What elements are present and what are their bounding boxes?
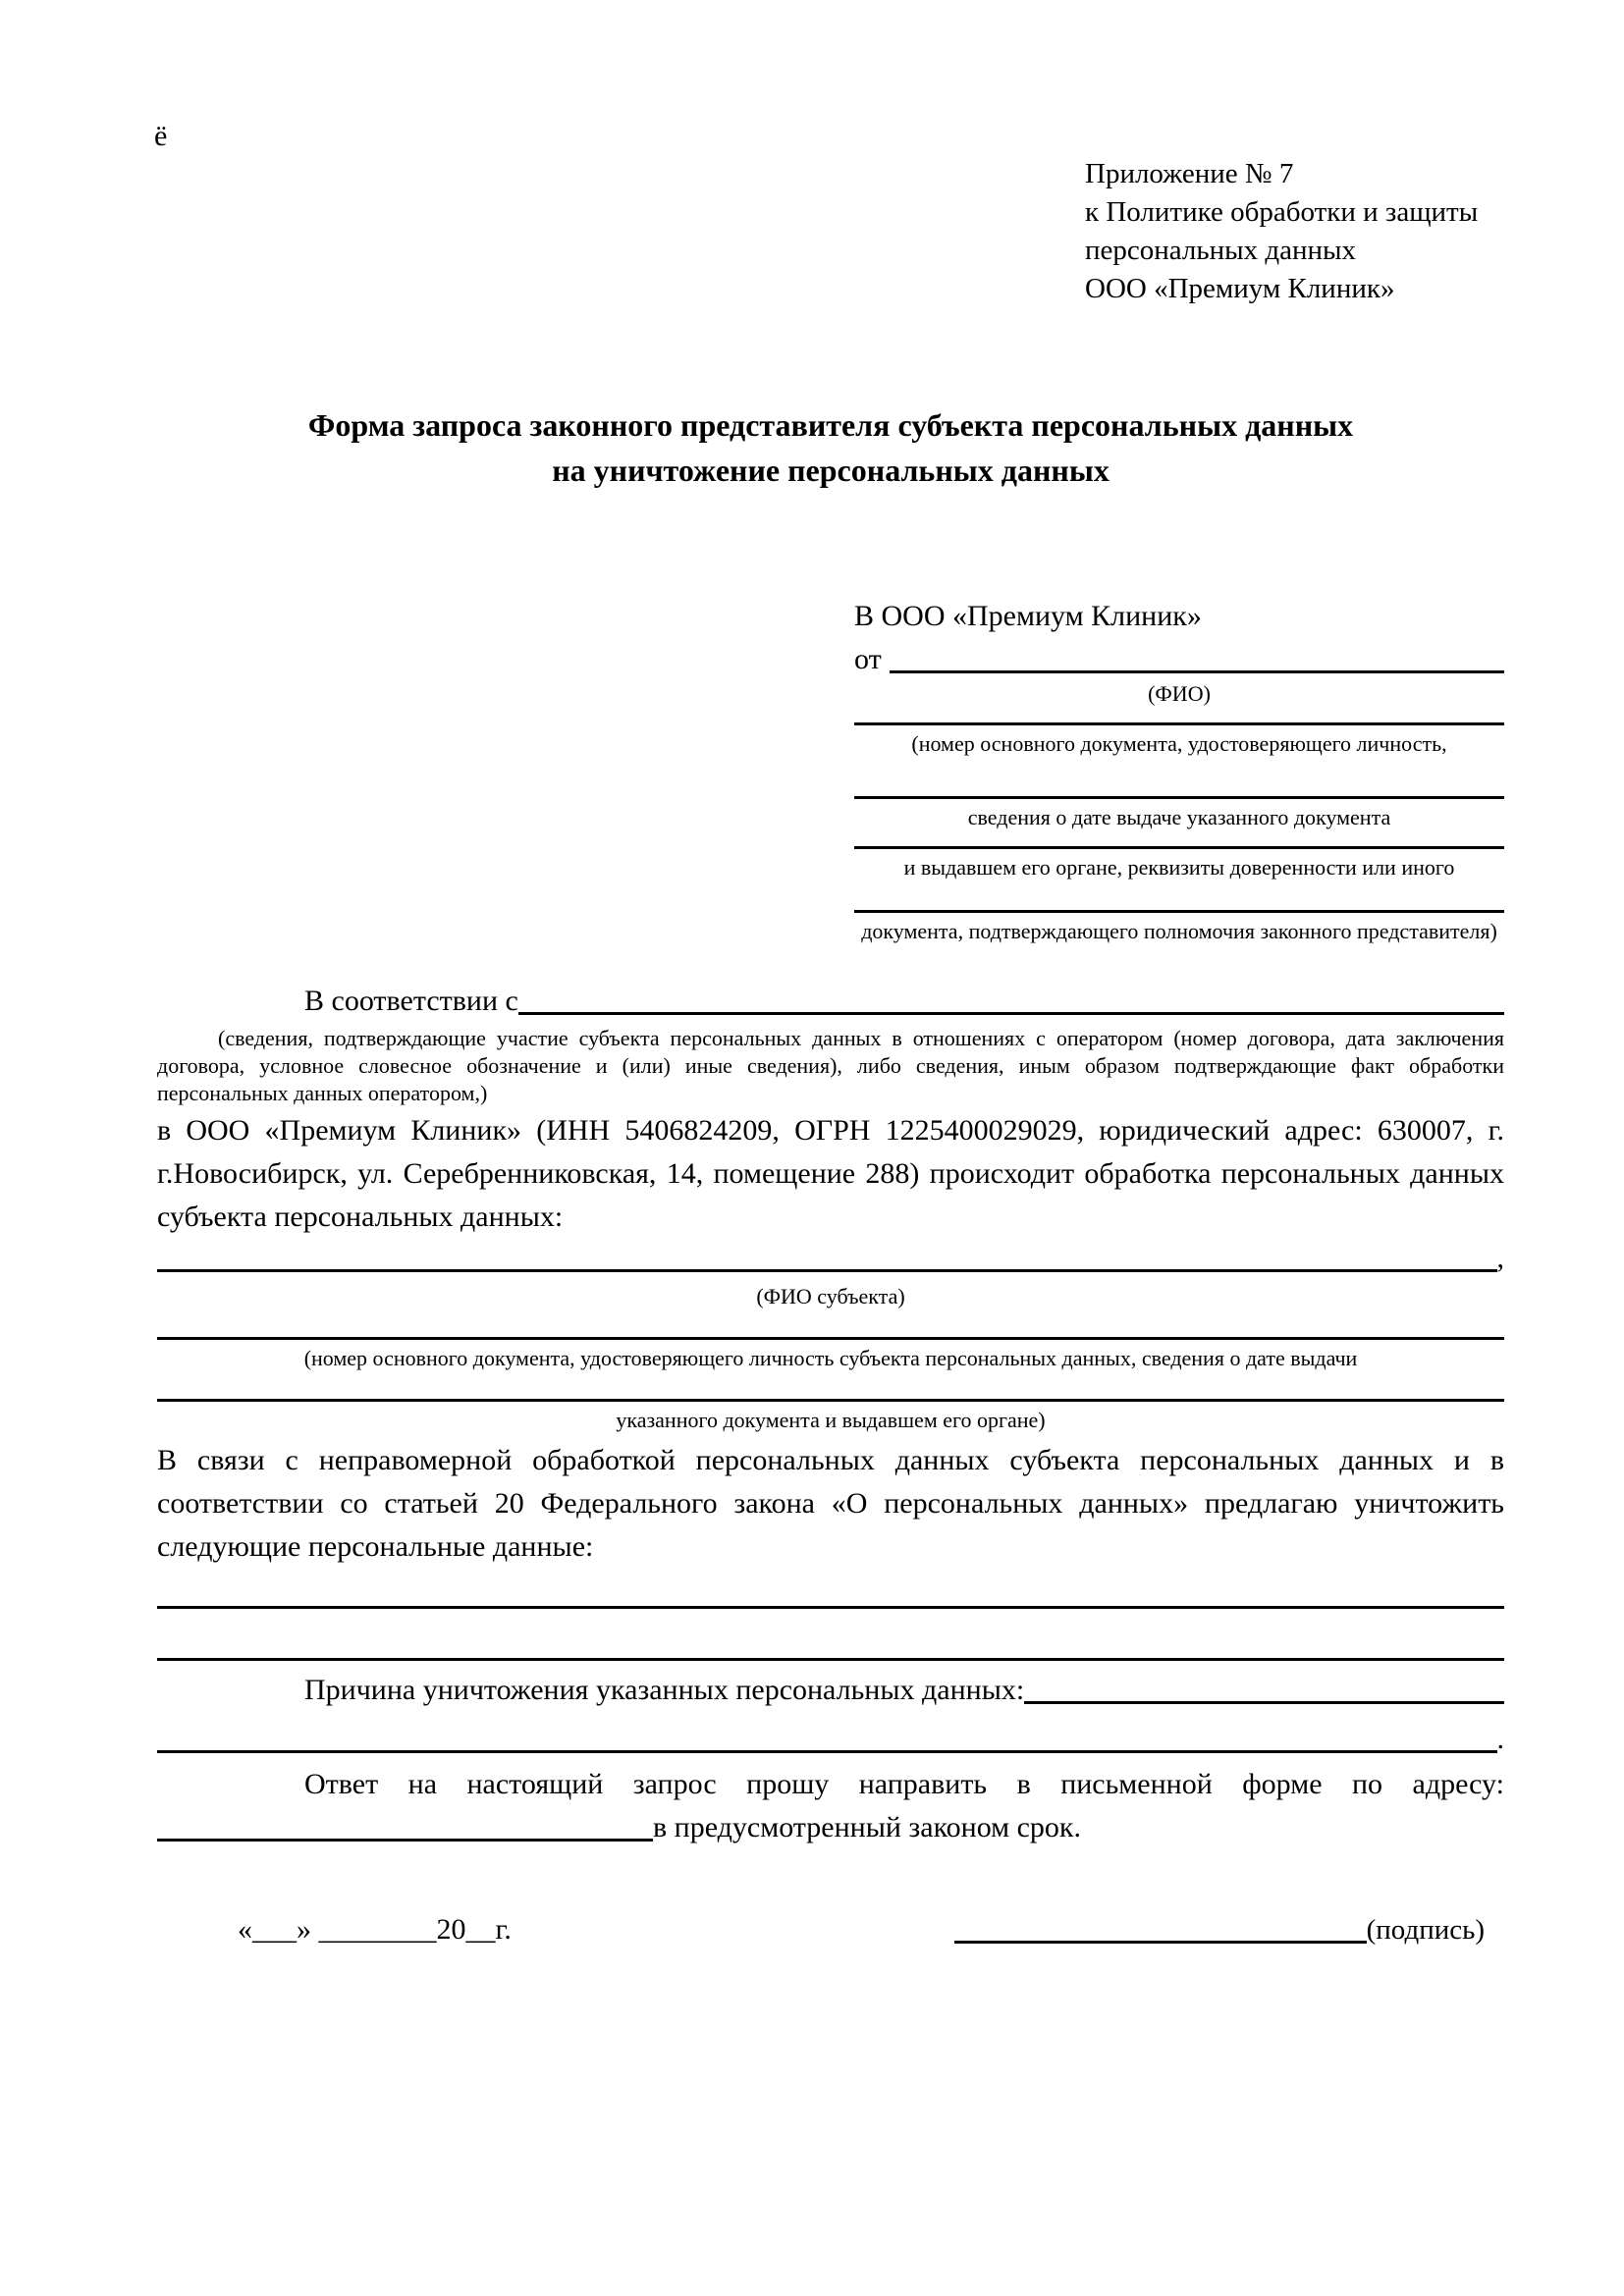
representative-doc-field-3 (854, 846, 1504, 881)
accordance-label: В соответствии с (304, 985, 518, 1017)
answer-suffix: в предусмотренный законом срок. (653, 1811, 1081, 1843)
appendix-line: Приложение № 7 (1085, 158, 1294, 189)
appendix-line: к Политике обработки и защиты (1085, 196, 1479, 228)
unlawful-paragraph: В связи с неправомерной обработкой персональных данных субъекта персональных данных и в соответствии со статьей 20 Федерального закона «О персональных данных» предлагаю уничтожить следующие персональные данные: (157, 1444, 1504, 1563)
reason-blank-line (1024, 1701, 1504, 1704)
addressee-block (854, 595, 1504, 944)
reason-end-row (157, 1720, 1504, 1759)
subject-doc-blank-line-1 (157, 1337, 1504, 1340)
accordance-caption: (сведения, подтверждающие участие субъекта персональных данных в отношениях с оператором (номер договора, дата заключения договора, условное словесное обозначение и (или) иные сведения), либо сведения, иным образом подтверждающие факт обработки персональных данных оператором,) (157, 1026, 1504, 1105)
reason-line-suffix: . (1496, 1723, 1504, 1755)
address-blank-line (157, 1839, 653, 1842)
blank-field-line (854, 846, 1504, 849)
appendix-line: ООО «Премиум Клиник» (1085, 273, 1395, 304)
field-caption-4: документа, подтверждающего полномочия законного представителя) (861, 919, 1497, 943)
blank-field-line (854, 722, 1504, 725)
reason-blank-line-2 (157, 1750, 1497, 1753)
date-blank: «___» ________20__г. (238, 1913, 512, 1946)
representative-doc-field-4 (854, 910, 1504, 944)
field-caption-2: сведения о дате выдаче указанного документа (967, 805, 1391, 829)
answer-row (157, 1806, 1504, 1849)
subject-doc-blank-line-2 (157, 1399, 1504, 1402)
blank-field-line (854, 910, 1504, 913)
reason-label: Причина уничтожения указанных персональных данных: (304, 1674, 1025, 1706)
from-label: от (854, 643, 882, 675)
representative-doc-field-2 (854, 796, 1504, 830)
subject-fio-row (157, 1239, 1504, 1278)
data-blank-line-2 (157, 1658, 1504, 1661)
blank-field-line (854, 796, 1504, 799)
appendix-block (1085, 155, 1504, 308)
subject-doc-caption-2: указанного документа и выдавшем его органе) (616, 1408, 1046, 1432)
accordance-blank-line (518, 1012, 1504, 1015)
signature-group (954, 1908, 1485, 1951)
subject-line-suffix: , (1496, 1242, 1504, 1274)
title-line-1: Форма запроса законного представителя субъекта персональных данных (307, 407, 1354, 443)
appendix-line: персональных данных (1085, 235, 1357, 266)
stray-char: ё (154, 120, 168, 152)
document-title (157, 402, 1504, 493)
subject-doc-caption-1: (номер основного документа, удостоверяющего личность субъекта персональных данных, сведения о дате выдачи (303, 1346, 1358, 1370)
fio-subject-caption: (ФИО субъекта) (756, 1284, 905, 1308)
signature-caption: (подпись) (1366, 1914, 1485, 1946)
addressee-organization: В ООО «Премиум Клиник» (854, 600, 1202, 632)
signature-blank-line (954, 1941, 1367, 1944)
operator-paragraph: в ООО «Премиум Клиник» (ИНН 5406824209, ОГРН 1225400029029, юридический адрес: 630007, г. г.Новосибирск, ул. Серебренниковская, 14, помещение 288) происходит обработка персональных данных субъекта персональных данных: (157, 1114, 1504, 1233)
fio-caption: (ФИО) (1148, 681, 1211, 706)
from-blank-line (890, 670, 1504, 673)
answer-paragraph: Ответ на настоящий запрос прошу направить в письменной форме по адресу: (304, 1768, 1504, 1800)
field-caption-1: (номер основного документа, удостоверяющего личность, (911, 731, 1447, 756)
signature-row (157, 1908, 1504, 1951)
representative-doc-field-1 (854, 722, 1504, 757)
accordance-row (157, 980, 1504, 1023)
field-caption-3: и выдавшем его органе, реквизиты доверенности или иного (903, 855, 1455, 880)
data-blank-line-1 (157, 1606, 1504, 1609)
title-line-2: на уничтожение персональных данных (552, 453, 1110, 488)
subject-fio-blank-line (157, 1269, 1497, 1272)
reason-row (157, 1669, 1504, 1712)
from-row (854, 640, 1504, 679)
